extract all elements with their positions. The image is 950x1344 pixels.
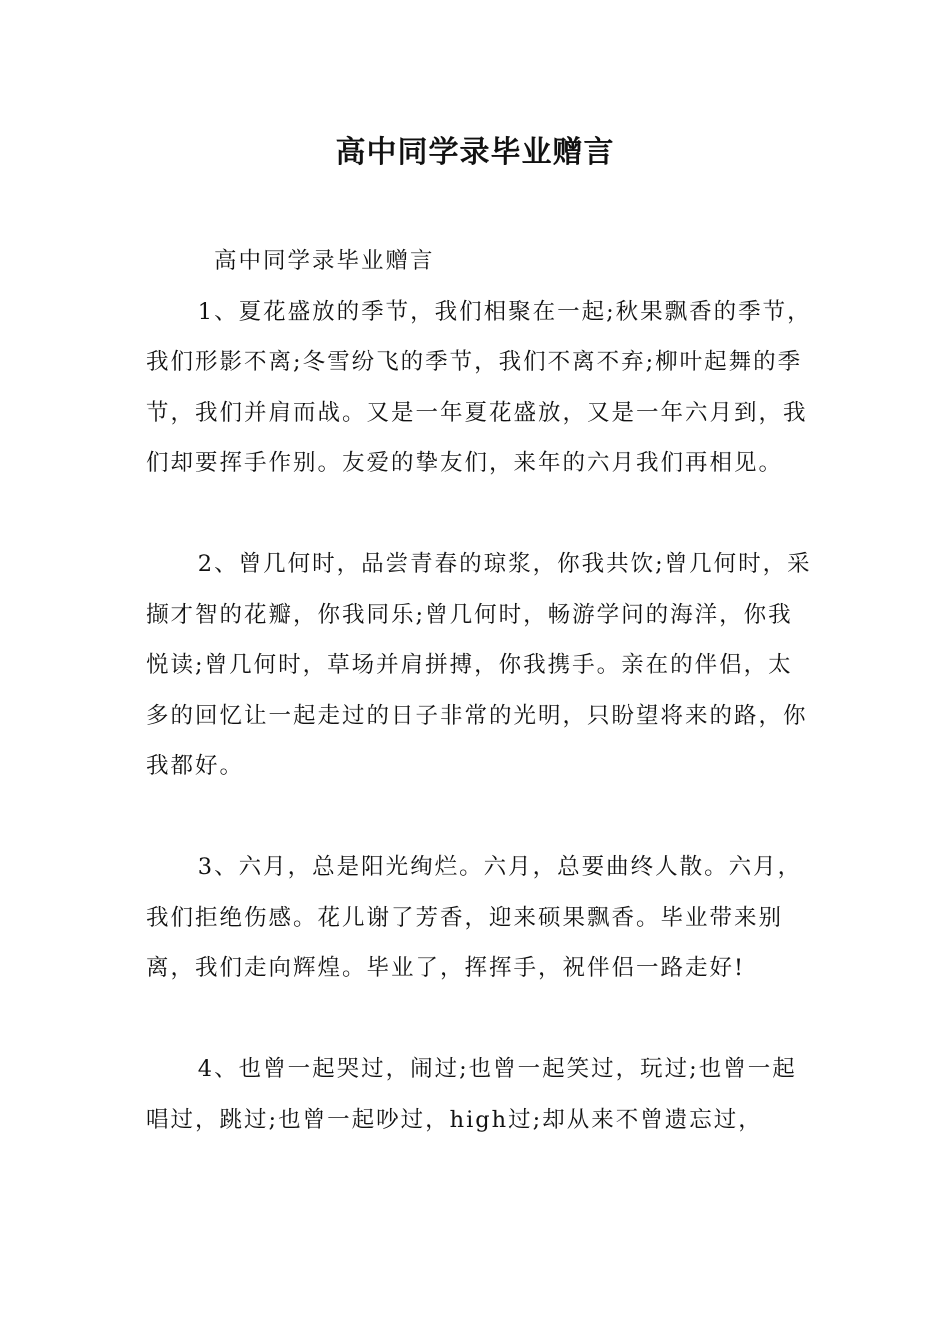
document-title: 高中同学录毕业赠言 bbox=[335, 135, 615, 170]
document-subtitle: 高中同学录毕业赠言 bbox=[214, 248, 435, 274]
paragraph-3: 3、六月，总是阳光绚烂。六月，总要曲终人散。六月，我们拒绝伤感。花儿谢了芳香，迎来硕果飘香。毕业带来别离，我们走向辉煌。毕业了，挥挥手，祝伴侣一路走好! bbox=[146, 854, 803, 981]
paragraph-4: 4、也曾一起哭过，闹过;也曾一起笑过，玩过;也曾一起唱过，跳过;也曾一起吵过，high过;却从来不曾遗忘过， bbox=[146, 1056, 797, 1133]
paragraph-2: 2、曾几何时，品尝青春的琼浆，你我共饮;曾几何时，采撷才智的花瓣，你我同乐;曾几何时，畅游学问的海洋，你我悦读;曾几何时，草场并肩拼搏，你我携手。亲在的伴侣，太多的回忆让一起走过的日子非常的光明，只盼望将来的路，你我都好。 bbox=[146, 551, 812, 779]
paragraph-spacer bbox=[146, 994, 816, 1045]
document-body bbox=[146, 236, 816, 1145]
paragraph-spacer bbox=[146, 792, 816, 843]
paragraph-1: 1、夏花盛放的季节，我们相聚在一起;秋果飘香的季节，我们形影不离;冬雪纷飞的季节，我们不离不弃;柳叶起舞的季节，我们并肩而战。又是一年夏花盛放，又是一年六月到，我们却要挥手作别。友爱的挚友们，来年的六月我们再相见。 bbox=[146, 298, 812, 476]
paragraph-spacer bbox=[146, 489, 816, 540]
